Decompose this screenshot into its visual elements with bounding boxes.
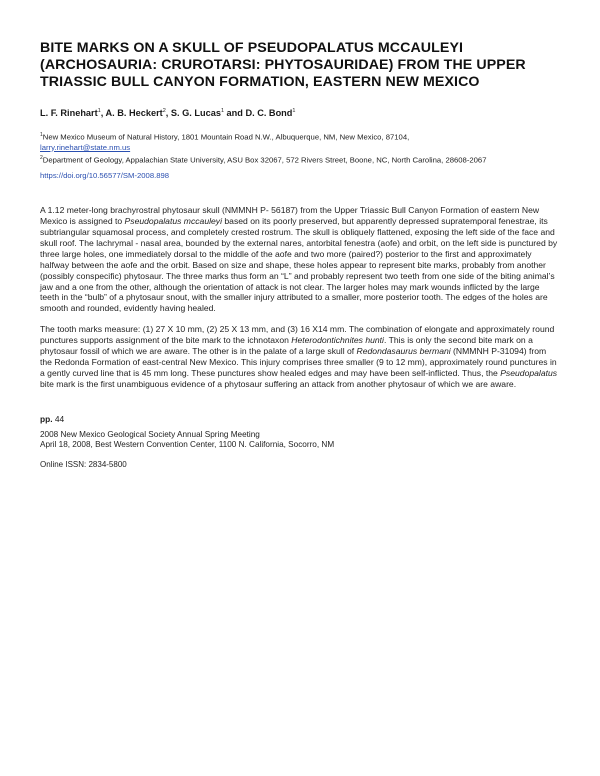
taxon-name: Heterodontichnites hunti — [291, 335, 384, 346]
affiliations — [40, 130, 560, 165]
text-run: bite mark is the first unambiguous evidence of a phytosaur suffering an attack from another phytosaur of which we are aware. — [40, 378, 517, 389]
author-affiliation-mark: 1 — [97, 108, 101, 114]
author-separator: , — [100, 108, 106, 119]
author-name: A. B. Heckert — [105, 108, 163, 119]
author-affiliation-mark: 1 — [220, 108, 224, 114]
author-name: D. C. Bond — [245, 108, 293, 119]
page-numbers — [40, 414, 560, 425]
abstract-page — [40, 40, 560, 470]
meeting-venue: April 18, 2008, Best Western Convention Center, 1100 N. California, Socorro, NM — [40, 440, 335, 450]
meeting-name: 2008 New Mexico Geological Society Annual Spring Meeting — [40, 429, 260, 439]
taxon-name: Pseudopalatus mccauleyi — [124, 216, 222, 227]
affiliation-1 — [40, 130, 560, 153]
pages-value: 44 — [52, 413, 65, 424]
text-run: (NMMNH P-31094) from the Redonda Formation of east-central New Mexico. This injury comprises three smaller (9 to 12 mm), approximately round punctures in a gently curved line that is 45 mm long. These punctures show healed edges and may have been self-inflicted. Thus, the — [40, 346, 557, 378]
taxon-name: Pseudopalatus — [500, 367, 558, 378]
author-affiliation-mark: 2 — [162, 108, 166, 114]
author-name: L. F. Rinehart — [40, 108, 98, 119]
text-run: A 1.12 meter-long brachyrostral phytosaur skull (NMMNH P- 56187) from the Upper Triassic Bull Canyon Formation of eastern New Mexico is assigned to — [40, 205, 540, 227]
affiliation-mark: 1 — [40, 132, 43, 139]
author-name: S. G. Lucas — [170, 108, 221, 119]
text-run: The tooth marks measure: (1) 27 X 10 mm, (2) 25 X 13 mm, and (3) 16 X14 mm. The combination of elongate and approximately round punctures supports assignment of the bite mark to the ichnotaxon — [40, 324, 555, 346]
doi-link[interactable]: https://doi.org/10.56577/SM-2008.898 — [40, 171, 170, 181]
meeting-info — [40, 430, 560, 451]
author-affiliation-mark: 1 — [292, 108, 296, 114]
affiliation-2 — [40, 153, 560, 166]
abstract-paragraph-2 — [40, 324, 560, 389]
text-run: . This is only the second bite mark on a phytosaur fossil of which we are aware. The other is in the palate of a large skull of — [40, 335, 533, 357]
affiliation-text: New Mexico Museum of Natural History, 1801 Mountain Road N.W., Albuquerque, NM, New Mexico, 87104, — [42, 132, 410, 142]
pages-label: pp. — [40, 413, 53, 424]
affiliation-mark: 2 — [40, 154, 43, 161]
abstract-paragraph-1 — [40, 205, 560, 314]
author-email-link[interactable]: larry.rinehart@state.nm.us — [40, 142, 131, 152]
author-separator: and — [224, 108, 246, 119]
issn: Online ISSN: 2834-5800 — [40, 459, 127, 469]
author-separator: , — [165, 108, 171, 119]
text-run: based on its poorly preserved, but apparently depressed supratemporal fenestrae, its subtriangular squamosal process, and completely crested rostrum. The skull is obliquely flattened, exposing the left side of the face and skull roof. The lachrymal - nasal area, bounded by the external nares, antorbital fenestra (aofe) and orbit, on the left side is punctured by three large holes, one immediately dorsal to the middle of the aofe and two more (paired?) posterior to the first and approximately halfway between the aofe and the orbit. Based on size and shape, these holes appear to represent bite marks, probably from another (possibly conspecific) phytosaur. The three marks thus form an “L” and probably represent two teeth from one side of the biting animal’s jaw and a one from the other, although the orientation of attack is not clear. The larger holes may mark wounds inflicted by the large teeth in the “bulb” of a phytosaur snout, with the smaller injury attributed to a smaller, more posterior tooth. The edges of the holes are smooth and rounded, evidently having healed. — [40, 216, 558, 314]
paper-title: BITE MARKS ON A SKULL OF PSEUDOPALATUS MCCAULEYI (ARCHOSAURIA: CRUROTARSI: PHYTOSAURIDAE) FROM THE UPPER TRIASSIC BULL CANYON FORMATION, EASTERN NEW MEXICO — [40, 40, 526, 90]
doi-line — [40, 171, 560, 181]
taxon-name: Redondasaurus bermani — [356, 346, 451, 357]
affiliation-text: Department of Geology, Appalachian State University, ASU Box 32067, 572 Rivers Street, Boone, NC, North Carolina, 28608-2067 — [42, 155, 487, 165]
author-list — [40, 105, 560, 119]
abstract-body — [40, 205, 560, 390]
